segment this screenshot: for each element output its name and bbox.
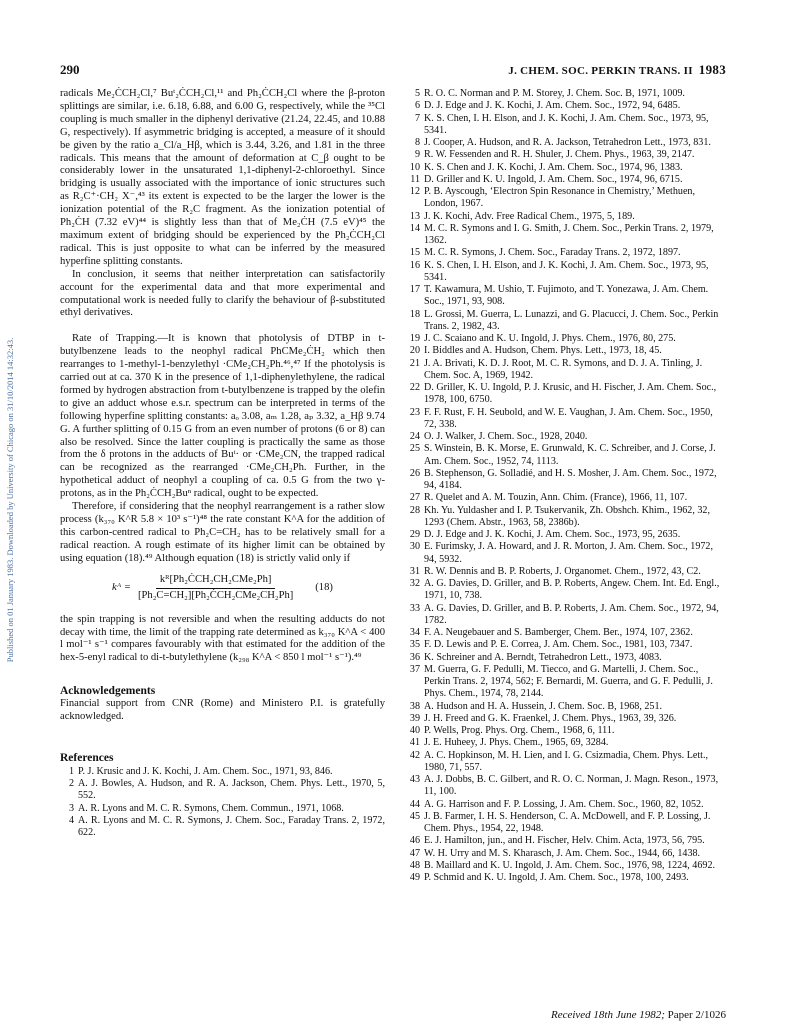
reference-text: F. A. Neugebauer and S. Bamberger, Chem. Ber., 1974, 107, 2362. [424, 627, 693, 638]
reference-item [404, 247, 726, 259]
reference-number: 23 [409, 406, 420, 418]
reference-item [404, 223, 726, 248]
reference-number: 31 [409, 565, 420, 577]
reference-number: 3 [68, 802, 74, 814]
reference-text: S. Winstein, B. K. Morse, E. Grunwald, K. C. Schreiber, and J. Corse, J. Am. Chem. Soc., 1952, 74, 1113. [424, 443, 716, 467]
reference-number: 15 [409, 247, 420, 259]
reference-text: K. S. Chen and J. K. Kochi, J. Am. Chem. Soc., 1974, 96, 1383. [424, 161, 683, 173]
reference-number: 49 [409, 872, 420, 883]
equation-denominator: [Ph₂C=CH₂][Ph₂ĊCH₂CMe₂CH₂Ph] [138, 590, 294, 602]
reference-item [404, 149, 726, 161]
reference-item [60, 778, 385, 803]
reference-number: 8 [414, 137, 420, 148]
download-watermark-text: Published on 01 January 1983. Downloaded by University of Chicago on 31/10/2014 14:32:43. [5, 337, 15, 663]
reference-number: 10 [409, 161, 420, 173]
received-date: Received 18th June 1982; [550, 1009, 665, 1021]
reference-text: P. B. Ayscough, ‘Electron Spin Resonance in Chemistry,’ Methuen, London, 1967. [424, 186, 696, 210]
reference-number: 47 [409, 847, 420, 859]
reference-text: E. Furimsky, J. A. Howard, and J. R. Morton, J. Am. Chem. Soc., 1972, 94, 5932. [424, 541, 713, 565]
reference-number: 46 [409, 835, 420, 847]
reference-number: 19 [409, 333, 420, 344]
equation-fraction [134, 574, 297, 603]
references-heading: References [60, 751, 114, 764]
reference-text: L. Grossi, M. Guerra, L. Lunazzi, and G. Placucci, J. Chem. Soc., Perkin Trans. 2, 1982, 43. [424, 308, 719, 332]
equation-lhs: kᴬ = [112, 582, 131, 594]
paper-id: Paper 2/1026 [667, 1009, 726, 1021]
reference-text: A. R. Lyons and M. C. R. Symons, J. Chem. Soc., Faraday Trans. 2, 1972, 622. [78, 814, 385, 839]
reference-item [404, 358, 726, 383]
reference-item [404, 750, 726, 775]
reference-item [404, 431, 726, 443]
reference-text: R. W. Fessenden and R. H. Shuler, J. Chem. Phys., 1963, 39, 2147. [424, 149, 695, 161]
reference-text: B. Maillard and K. U. Ingold, J. Am. Chem. Soc., 1976, 98, 1224, 4692. [424, 859, 716, 871]
reference-number: 24 [409, 431, 420, 442]
reference-text: A. R. Lyons and M. C. R. Symons, Chem. Commun., 1971, 1068. [78, 802, 344, 814]
reference-number: 30 [409, 541, 420, 553]
reference-number: 14 [409, 222, 420, 234]
reference-item [404, 137, 726, 149]
acknowledgements-text: Financial support from CNR (Rome) and Ministero P.I. is gratefully acknowledged. [60, 698, 385, 723]
journal-year: 1983 [698, 62, 726, 77]
reference-number: 20 [409, 345, 420, 357]
reference-number: 37 [409, 663, 420, 675]
reference-text: M. C. R. Symons, J. Chem. Soc., Faraday Trans. 2, 1972, 1897. [424, 247, 681, 259]
reference-item [404, 774, 726, 799]
reference-item [404, 737, 726, 749]
reference-number: 36 [409, 651, 420, 663]
reference-text: D. J. Edge and J. K. Kochi, J. Am. Chem. Soc., 1973, 95, 2635. [424, 529, 681, 540]
reference-item [404, 345, 726, 357]
body-paragraph: radicals Me₂ĊCH₂Cl,⁷ Buᵗ₂ĊCH₂Cl,¹¹ and Ph₂ĊCH₂Cl where the β-proton splittings are similar, i.e. 6.18, 6.88, and 6.00 G, respectively, while the ³⁵Cl coupling is much smaller in the diphenyl derivative (21.24, 22.45, and 10.88 G, respectively). If asymmetric bridging is accepted, a measure of it should be given by the ratio a_Cl/a_Hβ, which is 3.44, 3.26, and 1.81 in the three radicals. This means that the amount of deformation at C_β ought to be considerably lower in the unsaturated 1,1-diphenyl-2-chloroethyl. Since bridging is usually associated with the importance of ionic structures such as R₂C⁺·CH₂ X⁻,⁴³ its extent is expected to be the larger the lower is the ionization potential of the R₂C fragment. As the ionization potential of Ph₂ĊH (7.32 eV)⁴⁴ is slightly less than that of Me₂ĊH (7.5 eV)⁴⁵ the maximum extent of bridging should be experienced by the Ph₂ĊCH₂Cl radical. This is just opposite to what can be inferred by the measured hyperfine splitting constants. [60, 88, 385, 267]
reference-text: F. D. Lewis and P. E. Correa, J. Am. Chem. Soc., 1981, 103, 7347. [424, 639, 693, 651]
reference-text: J. C. Scaiano and K. U. Ingold, J. Phys. Chem., 1976, 80, 275. [424, 333, 676, 344]
reference-text: P. Schmid and K. U. Ingold, J. Am. Chem. Soc., 1978, 100, 2493. [424, 872, 689, 883]
reference-number: 12 [409, 186, 420, 197]
reference-item [404, 260, 726, 285]
reference-text: R. W. Dennis and B. P. Roberts, J. Organomet. Chem., 1972, 43, C2. [424, 565, 701, 577]
reference-number: 9 [414, 149, 420, 161]
reference-text: Kh. Yu. Yuldasher and I. P. Tsukervanik, Zh. Obshch. Khim., 1962, 32, 1293 (Chem. Abstr., 1963, 58, 2386b). [424, 504, 711, 528]
received-line [551, 1009, 726, 1021]
reference-text: F. F. Rust, F. H. Seubold, and W. E. Vaughan, J. Am. Chem. Soc., 1950, 72, 338. [424, 406, 713, 430]
reference-item [404, 701, 726, 713]
reference-text: R. Quelet and A. M. Touzin, Ann. Chim. (France), 1966, 11, 107. [424, 492, 688, 504]
reference-item [404, 664, 726, 701]
reference-text: A. Hudson and H. A. Hussein, J. Chem. Soc. B, 1968, 251. [424, 700, 663, 712]
reference-item [404, 860, 726, 872]
reference-item [404, 627, 726, 639]
reference-text: E. J. Hamilton, jun., and H. Fischer, Helv. Chim. Acta, 1973, 56, 795. [424, 835, 705, 847]
reference-item [404, 835, 726, 847]
reference-text: P. J. Krusic and J. K. Kochi, J. Am. Chem. Soc., 1971, 93, 846. [78, 765, 333, 777]
acknowledgements-heading: Acknowledgements [60, 685, 156, 698]
reference-text: P. Wells, Prog. Phys. Org. Chem., 1968, 6, 111. [424, 725, 615, 736]
reference-item [404, 848, 726, 860]
reference-number: 42 [409, 749, 420, 761]
reference-number: 39 [409, 712, 420, 724]
reference-item [404, 566, 726, 578]
reference-number: 28 [409, 504, 420, 516]
page-number: 290 [60, 62, 80, 77]
body-paragraph: Therefore, if considering that the neophyl rearrangement is a rather slow process (k₃₇₀ K^R 5.8 × 10³ s⁻¹)⁴⁸ the rate constant K^A for the addition of this carbon-centred radical to Ph₂C=CH₂ has to be relatively small for a radical reaction. A rough estimate of its higher limit can be obtained by using equation (18).⁴⁹ Although equation (18) is strictly valid only if [60, 501, 385, 564]
reference-number: 33 [409, 602, 420, 614]
reference-number: 5 [414, 88, 420, 99]
reference-text: J. E. Huheey, J. Phys. Chem., 1965, 69, 3284. [424, 737, 609, 749]
reference-number: 34 [409, 627, 420, 638]
body-paragraph: the spin trapping is not reversible and when the resulting adducts do not decay with time, the limit of the trapping rate determined as k₃₇₀ K^A < 400 l mol⁻¹ s⁻¹ compares favourably with that estimated for the addition of the hex-5-enyl radical to di-t-butylethylene (k₂₉₈ K^A < 850 l mol⁻¹ s⁻¹).⁴⁹ [60, 613, 385, 664]
reference-list-left [60, 766, 385, 840]
reference-item [404, 603, 726, 628]
body-paragraph: Rate of Trapping.—It is known that photolysis of DTBP in t-butylbenzene leads to the neophyl radical PhCMe₂ĊH₂ which then rearranges to 1-methyl-1-benzylethyl ·CMe₂CH₂Ph.⁴⁶,⁴⁷ If the photolysis is carried out at ca. 370 K in the presence of 1,1-diphenylethylene, the radical formed by hydrogen abstraction from t-butylbenzene is trapped by the olefin to give an adduct whose e.s.r. spectrum can be interpreted in terms of the following hyperfine splitting constants: aₒ 3.08, aₘ 1.28, aₚ 3.32, a_Hβ 9.74 G. A further splitting of 0.15 G from an even number of protons (6 or 8) can also be resolved. Since the latter coupling is practically the same as those from the δ protons in the adducts of Buᵗ· or ·CMe₂CN, the trapped radical can be recognized as the rearranged ·CMe₂CH₂Ph. Further, in the hypothetical adduct of neophyl a coupling of ca. 0.5 G from the two γ-protons, as in the Ph₂ĊCH₂Buⁿ radical, ought to be expected. [60, 333, 385, 500]
reference-number: 6 [414, 100, 420, 112]
reference-item [404, 713, 726, 725]
reference-text: M. C. R. Symons and I. G. Smith, J. Chem. Soc., Perkin Trans. 2, 1979, 1362. [424, 222, 714, 246]
reference-item [60, 766, 385, 778]
reference-text: O. J. Walker, J. Chem. Soc., 1928, 2040. [424, 431, 588, 442]
reference-item [404, 100, 726, 112]
reference-item [404, 799, 726, 811]
reference-number: 41 [409, 737, 420, 749]
reference-item [404, 652, 726, 664]
reference-item [404, 186, 726, 211]
reference-text: D. J. Edge and J. K. Kochi, J. Am. Chem. Soc., 1972, 94, 6485. [424, 100, 681, 112]
reference-number: 7 [414, 112, 420, 124]
reference-item [404, 578, 726, 603]
reference-number: 48 [409, 859, 420, 871]
reference-number: 2 [68, 778, 74, 790]
reference-text: T. Kawamura, M. Ushio, T. Fujimoto, and T. Yonezawa, J. Am. Chem. Soc., 1971, 93, 908. [424, 284, 709, 308]
equation-number: (18) [315, 582, 333, 594]
reference-item [404, 725, 726, 737]
reference-item [404, 174, 726, 186]
reference-text: D. Griller and K. U. Ingold, J. Am. Chem. Soc., 1974, 96, 6715. [424, 173, 683, 185]
reference-number: 25 [409, 443, 420, 455]
reference-number: 32 [409, 578, 420, 589]
reference-item [404, 639, 726, 651]
reference-text: R. O. C. Norman and P. M. Storey, J. Chem. Soc. B, 1971, 1009. [424, 88, 685, 99]
reference-item [404, 811, 726, 836]
reference-text: K. S. Chen, I. H. Elson, and J. K. Kochi, J. Am. Chem. Soc., 1973, 95, 5341. [424, 259, 709, 283]
reference-text: I. Biddles and A. Hudson, Chem. Phys. Lett., 1973, 18, 45. [424, 345, 662, 357]
page-header [60, 62, 726, 80]
reference-text: W. H. Urry and M. S. Kharasch, J. Am. Chem. Soc., 1944, 66, 1438. [424, 847, 701, 859]
reference-text: D. Griller, K. U. Ingold, P. J. Krusic, and H. Fischer, J. Am. Chem. Soc., 1978, 100, 6750. [424, 382, 717, 406]
reference-item [404, 88, 726, 100]
reference-number: 38 [409, 700, 420, 712]
reference-text: A. G. Harrison and F. P. Lossing, J. Am. Chem. Soc., 1960, 82, 1052. [424, 798, 704, 810]
reference-text: B. Stephenson, G. Solladié, and H. S. Mosher, J. Am. Chem. Soc., 1972, 94, 4184. [424, 467, 717, 491]
body-paragraph: In conclusion, it seems that neither interpretation can satisfactorily account for the experimental data and that more experimental and computational work is needed fully to clarify the behaviour of β-substituted ethyl derivatives. [60, 268, 385, 319]
reference-number: 21 [409, 357, 420, 369]
reference-number: 29 [409, 529, 420, 540]
reference-number: 13 [409, 210, 420, 222]
reference-text: J. B. Farmer, I. H. S. Henderson, C. A. McDowell, and F. P. Lossing, J. Chem. Phys., 1954, 22, 1948. [424, 810, 711, 834]
reference-text: K. S. Chen, I. H. Elson, and J. K. Kochi, J. Am. Chem. Soc., 1973, 95, 5341. [424, 112, 709, 136]
left-column [60, 88, 385, 839]
reference-number: 43 [409, 774, 420, 785]
reference-item [60, 815, 385, 840]
reference-item [404, 541, 726, 566]
reference-item [404, 505, 726, 530]
reference-number: 16 [409, 259, 420, 271]
reference-text: M. Guerra, G. F. Pedulli, M. Tiecco, and G. Martelli, J. Chem. Soc., Perkin Trans. 2, 1974, 562; F. Bernardi, M. Guerra, and G. F. Pedulli, J. Phys. Chem., 1974, 78, 2144. [424, 663, 713, 700]
reference-number: 27 [409, 492, 420, 504]
reference-number: 18 [409, 308, 420, 320]
reference-item [404, 333, 726, 345]
reference-text: J. A. Brivati, K. D. J. Root, M. C. R. Symons, and D. J. A. Tinling, J. Chem. Soc. A, 1969, 1942. [424, 357, 703, 381]
reference-item [404, 113, 726, 138]
reference-text: J. H. Freed and G. K. Fraenkel, J. Chem. Phys., 1963, 39, 326. [424, 712, 677, 724]
reference-item [404, 468, 726, 493]
reference-number: 44 [409, 798, 420, 810]
reference-item [404, 309, 726, 334]
reference-text: K. Schreiner and A. Berndt, Tetrahedron Lett., 1973, 4083. [424, 651, 662, 663]
reference-item [404, 443, 726, 468]
reference-item [404, 211, 726, 223]
reference-text: J. K. Kochi, Adv. Free Radical Chem., 1975, 5, 189. [424, 210, 635, 222]
reference-number: 4 [68, 814, 74, 826]
reference-text: A. J. Dobbs, B. C. Gilbert, and R. O. C. Norman, J. Magn. Reson., 1973, 11, 100. [424, 774, 719, 798]
reference-item [404, 492, 726, 504]
reference-item [404, 382, 726, 407]
reference-list-right [404, 88, 726, 884]
reference-item [60, 803, 385, 815]
reference-number: 40 [409, 725, 420, 736]
reference-number: 1 [68, 765, 74, 777]
reference-number: 22 [409, 382, 420, 393]
equation-18 [60, 574, 385, 604]
reference-item [404, 529, 726, 541]
journal-running-head [508, 62, 726, 78]
reference-item [404, 872, 726, 884]
reference-number: 11 [410, 173, 420, 185]
reference-text: A. G. Davies, D. Griller, and B. P. Roberts, J. Am. Chem. Soc., 1972, 94, 1782. [424, 602, 719, 626]
reference-text: A. C. Hopkinson, M. H. Lien, and I. G. Csizmadia, Chem. Phys. Lett., 1980, 71, 557. [424, 749, 709, 773]
reference-number: 45 [409, 810, 420, 822]
reference-item [404, 162, 726, 174]
reference-number: 17 [409, 284, 420, 295]
journal-name: J. CHEM. SOC. PERKIN TRANS. II [508, 65, 693, 77]
reference-text: J. Cooper, A. Hudson, and R. A. Jackson, Tetrahedron Lett., 1973, 831. [424, 137, 711, 148]
reference-item [404, 407, 726, 432]
reference-number: 35 [409, 639, 420, 651]
reference-text: A. G. Davies, D. Griller, and B. P. Roberts, Angew. Chem. Int. Ed. Engl., 1971, 10, 738. [424, 578, 720, 602]
reference-number: 26 [409, 467, 420, 479]
reference-text: A. J. Bowles, A. Hudson, and R. A. Jackson, Chem. Phys. Lett., 1970, 5, 552. [78, 778, 385, 802]
download-watermark [2, 190, 18, 810]
equation-numerator: kᴿ[Ph₂ĊCH₂CH₂CMe₂Ph] [156, 574, 276, 589]
reference-item [404, 284, 726, 309]
